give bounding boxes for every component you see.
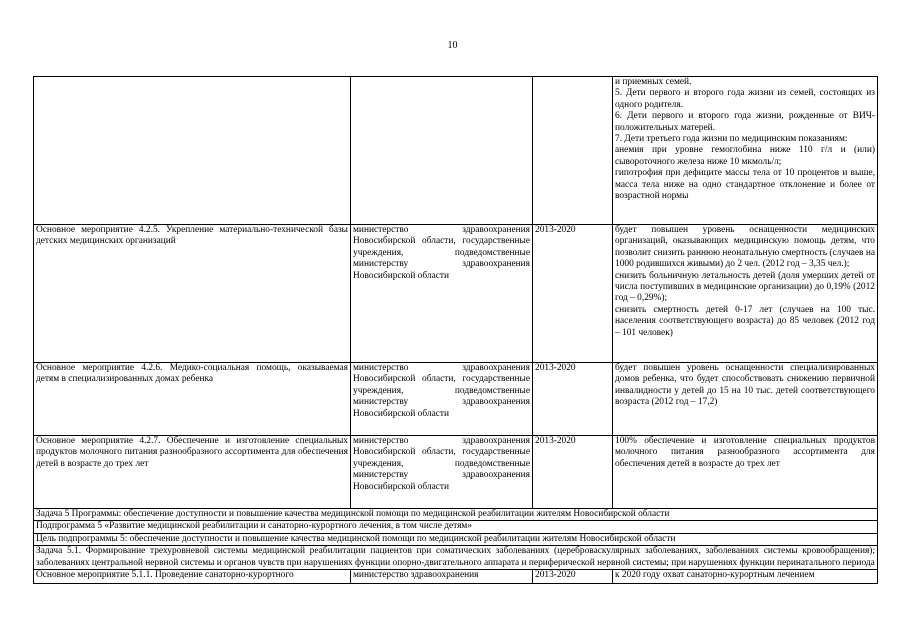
result-line: будет повышен уровень оснащенности специализированных домов ребенка, что будет способствовать снижению первичной инвалидности у детей до 15 на 10 тыс. детей соответствующего возраста (2012 год – 17,2) (615, 363, 875, 408)
table-row (34, 570, 878, 584)
executor-cell: министерство здравоохранения (351, 570, 533, 584)
result-line: 100% обеспечение и изготовление специальных продуктов молочного питания разнообразного ассортимента для обеспечения детей в возрасте до трех лет (615, 436, 875, 469)
results-cell (613, 77, 878, 225)
period-cell: 2013-2020 (533, 436, 613, 509)
results-cell: к 2020 году охват санаторно-курортным лечением (613, 570, 878, 584)
activity-cell: Основное мероприятие 5.1.1. Проведение санаторно-курортного (34, 570, 351, 584)
results-cell (613, 225, 878, 363)
period-cell: 2013-2020 (533, 225, 613, 363)
section-row (34, 509, 878, 521)
program-activities-table (33, 76, 878, 584)
result-line: снизить больничную летальность детей (доля умерших детей от числа поступивших в медицинские организации) до 0,19% (2012 год – 0,29%); (615, 270, 875, 304)
executor-cell: министерство здравоохранения Новосибирской области, государственные учреждения, подведомственные министерству здравоохранения Новосибирской области (351, 363, 533, 436)
activity-cell: Основное мероприятие 4.2.6. Медико-социальная помощь, оказываемая детям в специализированных домах ребенка (34, 363, 351, 436)
table-row (34, 77, 878, 225)
table-row (34, 225, 878, 363)
section-row (34, 546, 878, 570)
result-line: анемия при уровне гемоглобина ниже 110 г/л и (или) сывороточного железа ниже 10 мкмоль/л; (615, 145, 875, 167)
result-line: и приемных семей. (615, 77, 692, 87)
executor-cell: министерство здравоохранения Новосибирской области, государственные учреждения, подведомственные министерству здравоохранения Новосибирской области (351, 436, 533, 509)
result-line: снизить смертность детей 0-17 лет (случаев на 100 тыс. населения соответствующего возраста) до 85 человек (2012 год – 101 человек) (615, 304, 875, 338)
result-line: 5. Дети первого и второго года жизни из семей, состоящих из одного родителя. (615, 88, 875, 110)
period-cell: 2013-2020 (533, 570, 613, 584)
activity-cell: Основное мероприятие 4.2.5. Укрепление материально-технической базы детских медицинских организаций (34, 225, 351, 363)
period-cell: 2013-2020 (533, 363, 613, 436)
goal-heading: Цель подпрограммы 5: обеспечение доступности и повышение качества медицинской помощи по медицинской реабилитации жителям Новосибирской области (34, 533, 878, 545)
executor-cell (351, 77, 533, 225)
task-heading: Задача 5 Программы: обеспечение доступности и повышение качества медицинской помощи по медицинской реабилитации жителям Новосибирской области (34, 509, 878, 521)
subprogram-heading: Подпрограмма 5 «Развитие медицинской реабилитации и санаторно-курортного лечения, в том числе детям» (34, 521, 878, 533)
activity-cell (34, 77, 351, 225)
result-line: гипотрофия при дефиците массы тела от 10 процентов и выше, масса тела ниже на одно стандартное отклонение и более от возрастной нормы (615, 168, 875, 202)
page-number: 10 (447, 40, 458, 51)
period-cell (533, 77, 613, 225)
table-row (34, 363, 878, 436)
result-line: 6. Дети первого и второго года жизни, рожденные от ВИЧ-положительных матерей. (615, 111, 875, 133)
results-cell (613, 436, 878, 509)
section-row (34, 521, 878, 533)
result-line: будет повышен уровень оснащенности медицинских организаций, оказывающих медицинскую помощь детям, что позволит снизить раннюю неонатальную смертность (случаев на 1000 родившихся живыми) до 2 чел. (2012 год – 3,35 чел.); (615, 225, 875, 270)
executor-cell: министерство здравоохранения Новосибирской области, государственные учреждения, подведомственные министерству здравоохранения Новосибирской области (351, 225, 533, 363)
subtask-heading: Задача 5.1. Формирование трехуровневой системы медицинской реабилитации пациентов при соматических заболеваниях (цереброваскулярных заболеваниях, заболеваниях системы кровообращения); заболеваниях центральной нервной системы и органов чувств при нарушениях функции опорно-двигательного аппарата и периферической нервной системы; при нарушениях функции перинатального периода (34, 546, 878, 570)
activity-cell: Основное мероприятие 4.2.7. Обеспечение и изготовление специальных продуктов молочного питания разнообразного ассортимента для обеспечения детей в возрасте до трех лет (34, 436, 351, 509)
result-line: 7. Дети третьего года жизни по медицинским показаниям: (615, 134, 848, 145)
section-row (34, 533, 878, 545)
table-row (34, 436, 878, 509)
results-cell (613, 363, 878, 436)
